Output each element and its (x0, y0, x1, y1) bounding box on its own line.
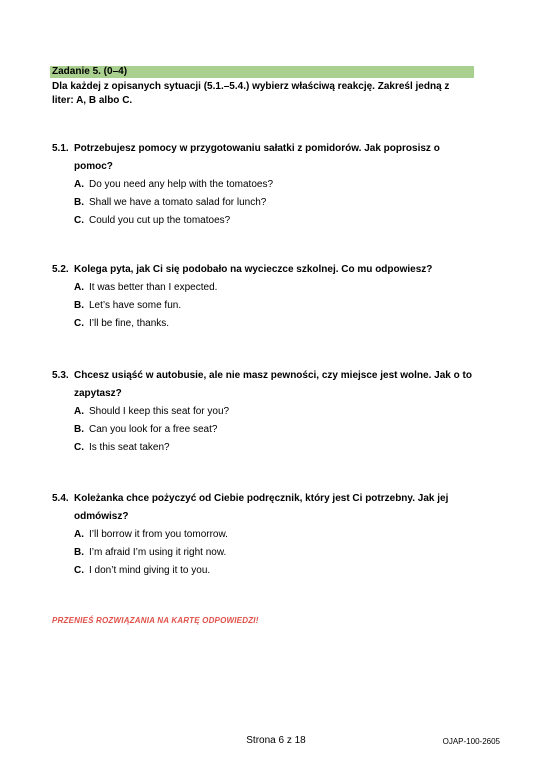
question-text: Chcesz usiąść w autobusie, ale nie masz pewności, czy miejsce jest wolne. Jak o to zapytasz? (74, 370, 472, 399)
option-c[interactable] (74, 562, 472, 580)
option-text: I don’t mind giving it to you. (89, 565, 211, 576)
question-text: Koleżanka chce pożyczyć od Ciebie podręcznik, który jest Ci potrzebny. Jak jej odmówisz? (74, 493, 449, 522)
option-text: Is this seat taken? (89, 442, 170, 453)
page-number: Strona 6 z 18 (246, 735, 306, 746)
option-text: Do you need any help with the tomatoes? (89, 179, 274, 190)
option-c[interactable] (74, 439, 472, 457)
option-letter: A. (74, 529, 84, 540)
question-5-4 (52, 490, 472, 580)
option-b[interactable] (74, 194, 472, 212)
option-letter: A. (74, 406, 84, 417)
option-text: Shall we have a tomato salad for lunch? (89, 197, 267, 208)
option-b[interactable] (74, 421, 472, 439)
question-number: 5.1. (52, 143, 69, 154)
option-letter: C. (74, 215, 84, 226)
option-letter: A. (74, 282, 84, 293)
option-text: I’ll borrow it from you tomorrow. (89, 529, 228, 540)
question-5-1 (52, 140, 472, 230)
option-text: Can you look for a free seat? (89, 424, 218, 435)
option-b[interactable] (74, 297, 472, 315)
option-text: Should I keep this seat for you? (89, 406, 230, 417)
option-letter: B. (74, 300, 84, 311)
option-c[interactable] (74, 212, 472, 230)
option-text: I’ll be fine, thanks. (89, 318, 170, 329)
transfer-answers-note: PRZENIEŚ ROZWIĄZANIA NA KARTĘ ODPOWIEDZI! (52, 616, 259, 625)
option-letter: B. (74, 197, 84, 208)
option-a[interactable] (74, 403, 472, 421)
option-c[interactable] (74, 315, 472, 333)
question-number: 5.3. (52, 370, 69, 381)
option-text: It was better than I expected. (89, 282, 218, 293)
question-5-2 (52, 261, 472, 333)
question-text: Potrzebujesz pomocy w przygotowaniu sałatki z pomidorów. Jak poprosisz o pomoc? (74, 143, 440, 172)
option-letter: B. (74, 547, 84, 558)
option-a[interactable] (74, 279, 472, 297)
question-number: 5.4. (52, 493, 69, 504)
question-number: 5.2. (52, 264, 69, 275)
option-text: Let’s have some fun. (89, 300, 182, 311)
option-text: Could you cut up the tomatoes? (89, 215, 231, 226)
option-letter: C. (74, 565, 84, 576)
option-letter: A. (74, 179, 84, 190)
question-5-3 (52, 367, 472, 457)
task-instructions: Dla każdej z opisanych sytuacji (5.1.–5.4.) wybierz właściwą reakcję. Zakreśl jedną z liter: A, B albo C. (52, 81, 450, 106)
option-a[interactable] (74, 176, 472, 194)
option-text: I’m afraid I’m using it right now. (89, 547, 227, 558)
option-letter: C. (74, 318, 84, 329)
option-a[interactable] (74, 526, 472, 544)
question-text: Kolega pyta, jak Ci się podobało na wycieczce szkolnej. Co mu odpowiesz? (74, 264, 433, 275)
exam-code: OJAP-100-2605 (442, 737, 500, 746)
task-header (50, 66, 474, 78)
option-b[interactable] (74, 544, 472, 562)
task-title: Zadanie 5. (0–4) (52, 66, 128, 77)
option-letter: B. (74, 424, 84, 435)
option-letter: C. (74, 442, 84, 453)
